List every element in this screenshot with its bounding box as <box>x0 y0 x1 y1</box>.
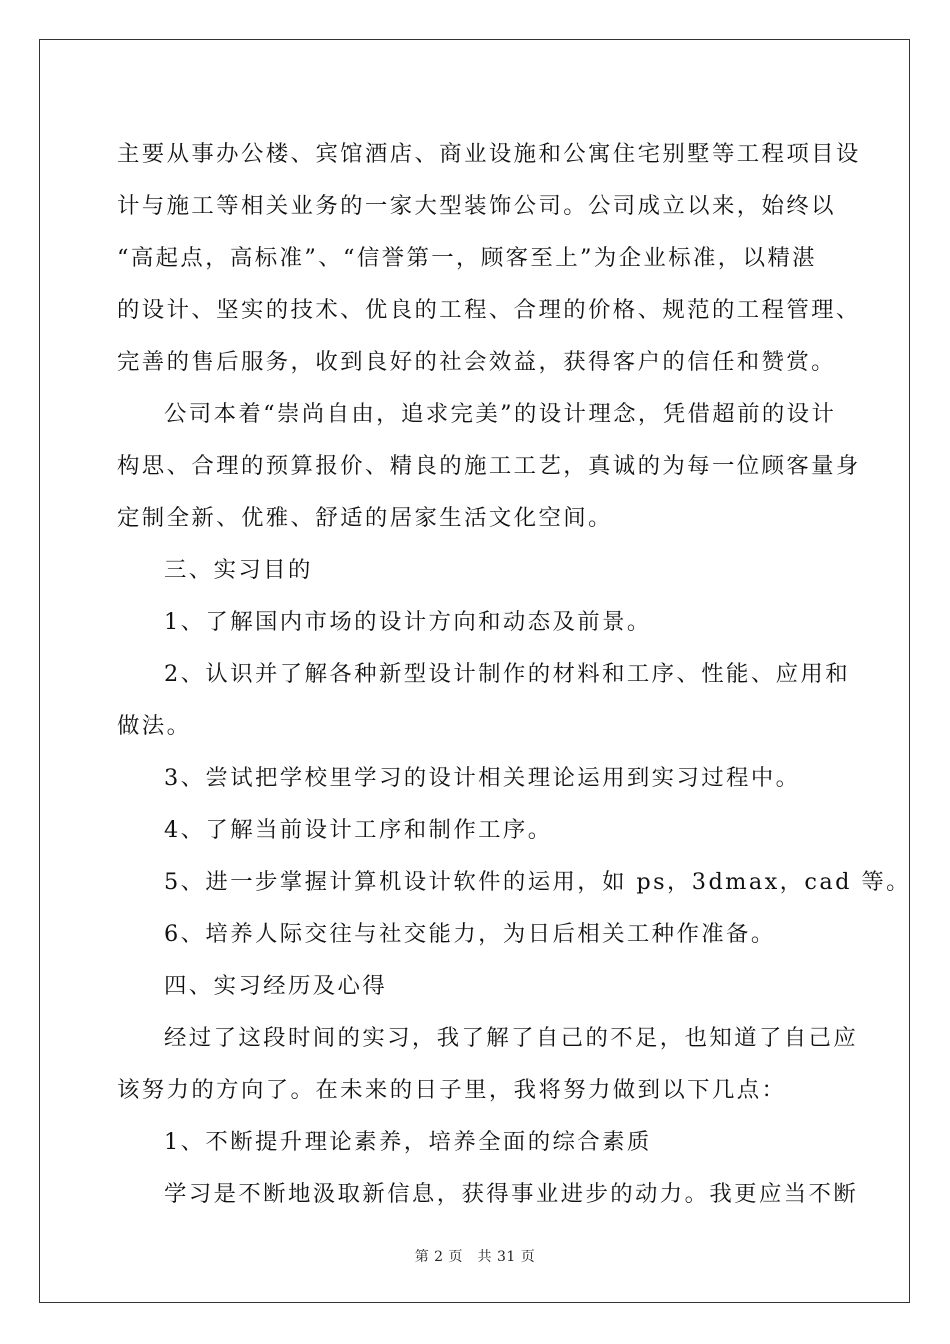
text-line: 5、进一步掌握计算机设计软件的运用，如 ps，3dmax，cad 等。 <box>164 869 911 895</box>
text-line: 该努力的方向了。在未来的日子里，我将努力做到以下几点： <box>117 1077 787 1103</box>
text-line: 定制全新、优雅、舒适的居家生活文化空间。 <box>117 505 613 531</box>
paragraph <box>117 908 834 960</box>
text-line: 6、培养人际交往与社交能力，为日后相关工种作准备。 <box>164 921 776 947</box>
text-line: 主要从事办公楼、宾馆酒店、商业设施和公寓住宅别墅等工程项目设 <box>117 141 861 167</box>
text-line: 公司本着“崇尚自由，追求完美”的设计理念，凭借超前的设计 <box>164 401 837 427</box>
paragraph <box>117 1168 859 1220</box>
text-line: “高起点，高标准”、“信誉第一，顾客至上”为企业标准，以精湛 <box>117 245 817 271</box>
text-line: 2、认识并了解各种新型设计制作的材料和工序、性能、应用和 <box>164 661 850 687</box>
paragraph <box>117 544 834 596</box>
paragraph <box>117 960 834 1012</box>
paragraph <box>117 1116 834 1168</box>
paragraph <box>117 856 911 908</box>
paragraph <box>117 1012 859 1116</box>
text-line: 计与施工等相关业务的一家大型装饰公司。公司成立以来，始终以 <box>117 193 836 219</box>
paragraph <box>117 648 850 752</box>
document-body <box>117 128 911 1220</box>
paragraph <box>117 388 861 544</box>
text-line: 三、实习目的 <box>164 557 313 583</box>
text-line: 四、实习经历及心得 <box>164 973 388 999</box>
text-line: 的设计、坚实的技术、优良的工程、合理的价格、规范的工程管理、 <box>117 297 861 323</box>
text-line: 1、不断提升理论素养，培养全面的综合素质 <box>164 1129 652 1155</box>
page-footer: 第 2 页 共 31 页 <box>414 1249 536 1265</box>
text-line: 构思、合理的预算报价、精良的施工工艺，真诚的为每一位顾客量身 <box>117 453 861 479</box>
text-line: 经过了这段时间的实习，我了解了自己的不足，也知道了自己应 <box>164 1025 859 1051</box>
text-line: 1、了解国内市场的设计方向和动态及前景。 <box>164 609 652 635</box>
text-line: 学习是不断地汲取新信息，获得事业进步的动力。我更应当不断 <box>164 1181 859 1207</box>
text-line: 3、尝试把学校里学习的设计相关理论运用到实习过程中。 <box>164 765 801 791</box>
paragraph <box>117 752 834 804</box>
text-line: 完善的售后服务，收到良好的社会效益，获得客户的信任和赞赏。 <box>117 349 836 375</box>
paragraph <box>117 596 834 648</box>
paragraph <box>117 128 861 388</box>
text-line: 做法。 <box>117 713 192 739</box>
text-line: 4、了解当前设计工序和制作工序。 <box>164 817 553 843</box>
paragraph <box>117 804 834 856</box>
